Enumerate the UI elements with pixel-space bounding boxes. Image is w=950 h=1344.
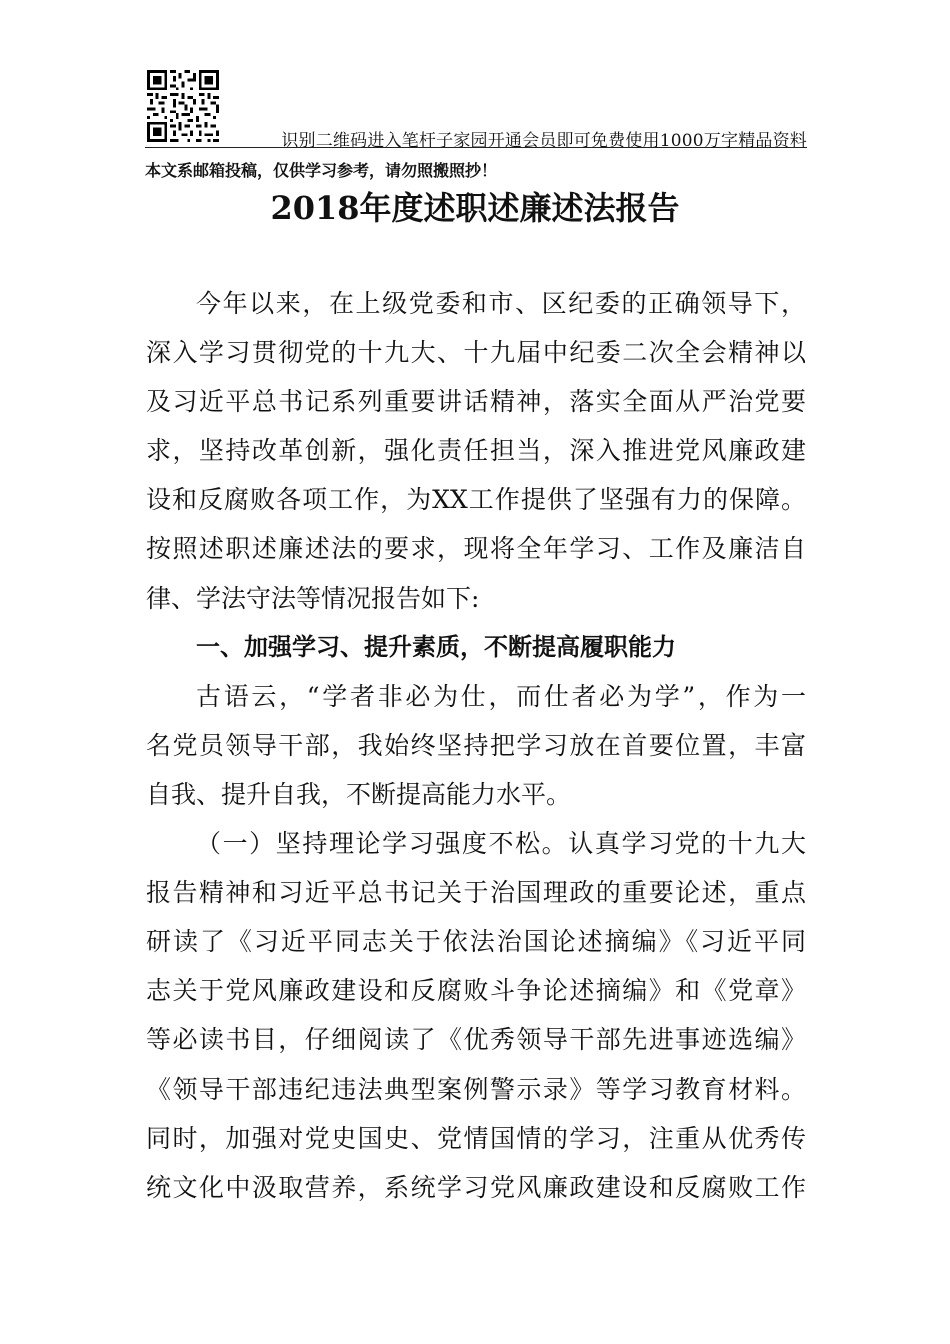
- body-line: 及习近平总书记系列重要讲话精神，落实全面从严治党要: [146, 387, 806, 417]
- document-title: 2018年度述职述廉述法报告: [270, 189, 680, 227]
- body-line: 名党员领导干部，我始终坚持把学习放在首要位置，丰富: [146, 730, 806, 760]
- body-line: 古语云，“学者非必为仕，而仕者必为学”，作为一: [196, 681, 806, 711]
- body-line: 今年以来，在上级党委和市、区纪委的正确领导下，: [196, 289, 806, 318]
- body-line: 统文化中汲取营养，系统学习党风廉政建设和反腐败工作: [146, 1172, 806, 1202]
- body-line: 研读了《习近平同志关于依法治国论述摘编》《习近平同: [146, 927, 806, 957]
- section-heading: 一、加强学习、提升素质，不断提高履职能力: [196, 632, 676, 661]
- body-line: 同时，加强对党史国史、党情国情的学习，注重从优秀传: [146, 1123, 806, 1153]
- page-header: [145, 68, 807, 152]
- body-line: 志关于党风廉政建设和反腐败斗争论述摘编》和《党章》: [146, 976, 806, 1006]
- header-divider: [145, 147, 807, 148]
- body-line: 等必读书目，仔细阅读了《优秀领导干部先进事迹选编》: [146, 1025, 806, 1055]
- body-line: 按照述职述廉述法的要求，现将全年学习、工作及廉洁自: [146, 534, 806, 564]
- promo-text: 识别二维码进入笔杆子家园开通会员即可免费使用1000万字精品资料: [281, 131, 807, 151]
- body-line: （一）坚持理论学习强度不松。认真学习党的十九大: [196, 829, 806, 859]
- document-body: [146, 279, 806, 1212]
- body-line: 设和反腐败各项工作，为XX工作提供了坚强有力的保障。: [146, 485, 806, 515]
- qr-code-icon[interactable]: [147, 70, 219, 142]
- body-line: 深入学习贯彻党的十九大、十九届中纪委二次全会精神以: [146, 338, 806, 368]
- body-line: 报告精神和习近平总书记关于治国理政的重要论述，重点: [146, 878, 806, 908]
- body-line: 求，坚持改革创新，强化责任担当，深入推进党风廉政建: [146, 436, 806, 466]
- body-line: 律、学法守法等情况报告如下:: [146, 583, 480, 613]
- copyright-notice: 本文系邮箱投稿，仅供学习参考，请勿照搬照抄！: [145, 161, 498, 180]
- body-line: 《领导干部违纪违法典型案例警示录》等学习教育材料。: [146, 1074, 806, 1104]
- body-line: 自我、提升自我，不断提高能力水平。: [146, 779, 572, 809]
